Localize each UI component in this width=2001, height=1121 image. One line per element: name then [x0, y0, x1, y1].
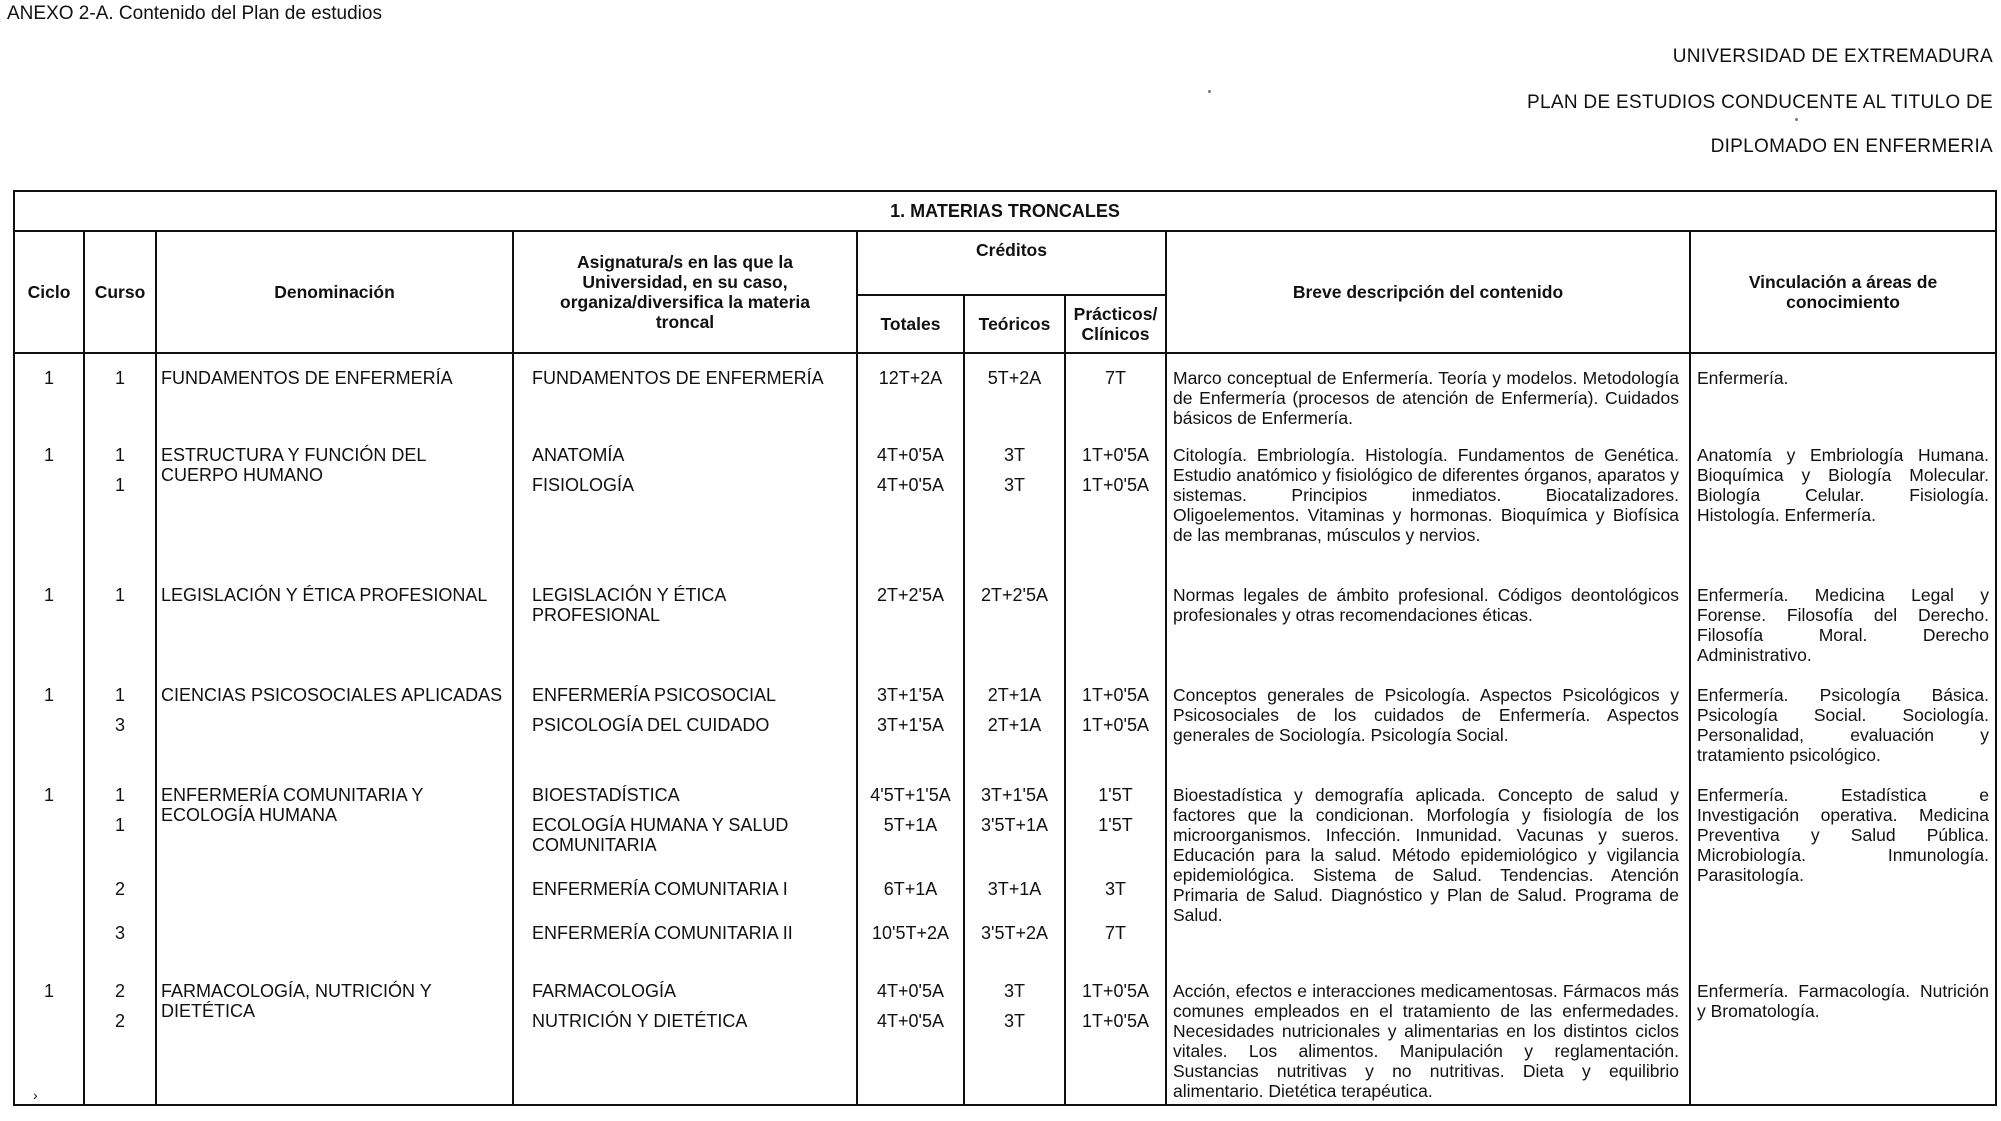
col-header-creditos: Créditos: [857, 231, 1166, 295]
cell-asignatura: ENFERMERÍA PSICOSOCIAL: [513, 671, 857, 715]
cell-teoricos: 3T+1A: [964, 879, 1065, 923]
cell-asignatura: FISIOLOGÍA: [513, 475, 857, 571]
cell-practicos: 1T+0'5A: [1065, 967, 1166, 1011]
cell-denominacion: ESTRUCTURA Y FUNCIÓN DEL CUERPO HUMANO: [156, 431, 513, 571]
degree-title: DIPLOMADO EN ENFERMERIA: [1710, 136, 1993, 157]
cell-vinculacion: Enfermería. Psicología Básica. Psicología Social. Sociología. Personalidad, evaluación y tratamiento psicológico.: [1690, 671, 1996, 771]
cell-descripcion: Bioestadística y demografía aplicada. Concepto de salud y factores que la condicionan. Morfología y fisiología de los microorganismos. Infección. Inmunidad. Vacunas y sueros. Educación para la salud. Método epidemiológico y vigilancia epidemiológica. Sistema de Salud. Tendencias. Atención Primaria de Salud. Diagnóstico y Plan de Salud. Programa de Salud.: [1166, 771, 1690, 967]
cell-vinculacion: Enfermería. Estadística e Investigación operativa. Medicina Preventiva y Salud Pública. Microbiología. Inmunología. Parasitología.: [1690, 771, 1996, 967]
cell-ciclo: 1: [14, 431, 84, 571]
cell-totales: 4T+0'5A: [857, 1011, 964, 1105]
col-header-practicos: Prácticos/ Clínicos: [1065, 295, 1166, 353]
col-header-teoricos: Teóricos: [964, 295, 1065, 353]
cell-asignatura: PSICOLOGÍA DEL CUIDADO: [513, 715, 857, 771]
scan-speck: [1795, 118, 1798, 121]
cell-totales: 2T+2'5A: [857, 571, 964, 671]
cell-teoricos: 3T: [964, 1011, 1065, 1105]
cell-curso: 3: [84, 715, 156, 771]
cell-teoricos: 3T: [964, 967, 1065, 1011]
table-row: [14, 431, 1996, 475]
cell-denominacion: FUNDAMENTOS DE ENFERMERÍA: [156, 353, 513, 431]
col-header-curso: Curso: [84, 231, 156, 353]
cell-teoricos: 5T+2A: [964, 353, 1065, 431]
cell-teoricos: 3T+1'5A: [964, 771, 1065, 815]
cell-teoricos: 2T+1A: [964, 715, 1065, 771]
cell-curso: 2: [84, 967, 156, 1011]
cell-curso: 1: [84, 431, 156, 475]
annex-label: ANEXO 2-A. Contenido del Plan de estudios: [7, 3, 382, 24]
cell-curso: 1: [84, 671, 156, 715]
cell-asignatura: FARMACOLOGÍA: [513, 967, 857, 1011]
cell-totales: 4T+0'5A: [857, 475, 964, 571]
cell-teoricos: 3'5T+2A: [964, 923, 1065, 967]
cell-totales: 3T+1'5A: [857, 715, 964, 771]
cell-practicos: 1'5T: [1065, 815, 1166, 879]
cell-vinculacion: Enfermería.: [1690, 353, 1996, 431]
col-header-denominacion: Denominación: [156, 231, 513, 353]
cell-totales: 4T+0'5A: [857, 431, 964, 475]
cell-descripcion: Conceptos generales de Psicología. Aspectos Psicológicos y Psicosociales de los cuidados de Enfermería. Aspectos generales de Sociología. Psicología Social.: [1166, 671, 1690, 771]
cell-practicos: 1T+0'5A: [1065, 671, 1166, 715]
cell-asignatura: FUNDAMENTOS DE ENFERMERÍA: [513, 353, 857, 431]
cell-denominacion: LEGISLACIÓN Y ÉTICA PROFESIONAL: [156, 571, 513, 671]
cell-asignatura: ECOLOGÍA HUMANA Y SALUD COMUNITARIA: [513, 815, 857, 879]
cell-teoricos: 3T: [964, 475, 1065, 571]
cell-teoricos: 3'5T+1A: [964, 815, 1065, 879]
cell-ciclo: 1: [14, 967, 84, 1105]
table-row: [14, 671, 1996, 715]
cell-practicos: 1T+0'5A: [1065, 431, 1166, 475]
cell-asignatura: ENFERMERÍA COMUNITARIA II: [513, 923, 857, 967]
table-title: 1. MATERIAS TRONCALES: [14, 191, 1996, 231]
cell-practicos: 1'5T: [1065, 771, 1166, 815]
cell-asignatura: ANATOMÍA: [513, 431, 857, 475]
table-row: [14, 771, 1996, 815]
col-header-totales: Totales: [857, 295, 964, 353]
cell-ciclo: 1: [14, 771, 84, 967]
col-header-asignatura: Asignatura/s en las que la Universidad, en su caso, organiza/diversifica la materia troncal: [513, 231, 857, 353]
cell-teoricos: 2T+1A: [964, 671, 1065, 715]
cell-asignatura: ENFERMERÍA COMUNITARIA I: [513, 879, 857, 923]
cell-vinculacion: Enfermería. Medicina Legal y Forense. Filosofía del Derecho. Filosofía Moral. Derecho Administrativo.: [1690, 571, 1996, 671]
table-row: [14, 353, 1996, 431]
materias-troncales-table: [13, 190, 1997, 1106]
cell-teoricos: 3T: [964, 431, 1065, 475]
cell-curso: 1: [84, 475, 156, 571]
cell-totales: 12T+2A: [857, 353, 964, 431]
cell-curso: 3: [84, 923, 156, 967]
cell-vinculacion: Enfermería. Farmacología. Nutrición y Bromatología.: [1690, 967, 1996, 1105]
cell-ciclo: 1: [14, 671, 84, 771]
cell-curso: 1: [84, 353, 156, 431]
cell-descripcion: Citología. Embriología. Histología. Fundamentos de Genética. Estudio anatómico y fisiológico de diferentes órganos, aparatos y sistemas. Principios inmediatos. Biocatalizadores. Oligoelementos. Vitaminas y hormonas. Bioquímica y Biofísica de las membranas, músculos y nervios.: [1166, 431, 1690, 571]
cell-practicos: 1T+0'5A: [1065, 475, 1166, 571]
cell-curso: 2: [84, 1011, 156, 1105]
cell-practicos: [1065, 571, 1166, 671]
cell-practicos: 7T: [1065, 923, 1166, 967]
cell-descripcion: Marco conceptual de Enfermería. Teoría y modelos. Metodología de Enfermería (procesos de atención de Enfermería). Cuidados básicos de Enfermería.: [1166, 353, 1690, 431]
cell-denominacion: ENFERMERÍA COMUNITARIA Y ECOLOGÍA HUMANA: [156, 771, 513, 967]
cell-descripcion: Normas legales de ámbito profesional. Códigos deontológicos profesionales y otras recomendaciones éticas.: [1166, 571, 1690, 671]
cell-asignatura: LEGISLACIÓN Y ÉTICA PROFESIONAL: [513, 571, 857, 671]
cell-practicos: 1T+0'5A: [1065, 1011, 1166, 1105]
cell-totales: 10'5T+2A: [857, 923, 964, 967]
cell-totales: 5T+1A: [857, 815, 964, 879]
plan-title: PLAN DE ESTUDIOS CONDUCENTE AL TITULO DE: [1527, 92, 1993, 113]
cell-teoricos: 2T+2'5A: [964, 571, 1065, 671]
cell-asignatura: BIOESTADÍSTICA: [513, 771, 857, 815]
col-header-descripcion: Breve descripción del contenido: [1166, 231, 1690, 353]
cell-denominacion: CIENCIAS PSICOSOCIALES APLICADAS: [156, 671, 513, 771]
table-row: [14, 571, 1996, 671]
cell-curso: 1: [84, 571, 156, 671]
university-name: UNIVERSIDAD DE EXTREMADURA: [1672, 46, 1993, 67]
cell-descripcion: Acción, efectos e interacciones medicamentosas. Fármacos más comunes empleados en el tratamiento de las enfermedades. Necesidades nutricionales y alimentarias en los distintos ciclos vitales. Los alimentos. Manipulación y reglamentación. Sustancias nutritivas y no nutritivas. Dieta y equilibrio alimentario. Dietética terapéutica.: [1166, 967, 1690, 1105]
scan-speck: [1208, 90, 1211, 93]
cell-totales: 4'5T+1'5A: [857, 771, 964, 815]
cell-practicos: 7T: [1065, 353, 1166, 431]
col-header-ciclo: Ciclo: [14, 231, 84, 353]
cell-curso: 1: [84, 771, 156, 815]
cell-ciclo: 1: [14, 353, 84, 431]
cell-vinculacion: Anatomía y Embriología Humana. Bioquímica y Biología Molecular. Biología Celular. Fisiología. Histología. Enfermería.: [1690, 431, 1996, 571]
cell-totales: 3T+1'5A: [857, 671, 964, 715]
cell-totales: 6T+1A: [857, 879, 964, 923]
cell-curso: 1: [84, 815, 156, 879]
cell-asignatura: NUTRICIÓN Y DIETÉTICA: [513, 1011, 857, 1105]
margin-mark: ›: [33, 1087, 38, 1103]
cell-ciclo: 1: [14, 571, 84, 671]
cell-denominacion: FARMACOLOGÍA, NUTRICIÓN Y DIETÉTICA: [156, 967, 513, 1105]
cell-curso: 2: [84, 879, 156, 923]
cell-totales: 4T+0'5A: [857, 967, 964, 1011]
cell-practicos: 3T: [1065, 879, 1166, 923]
cell-practicos: 1T+0'5A: [1065, 715, 1166, 771]
table-row: [14, 967, 1996, 1011]
col-header-vinculacion: Vinculación a áreas de conocimiento: [1690, 231, 1996, 353]
